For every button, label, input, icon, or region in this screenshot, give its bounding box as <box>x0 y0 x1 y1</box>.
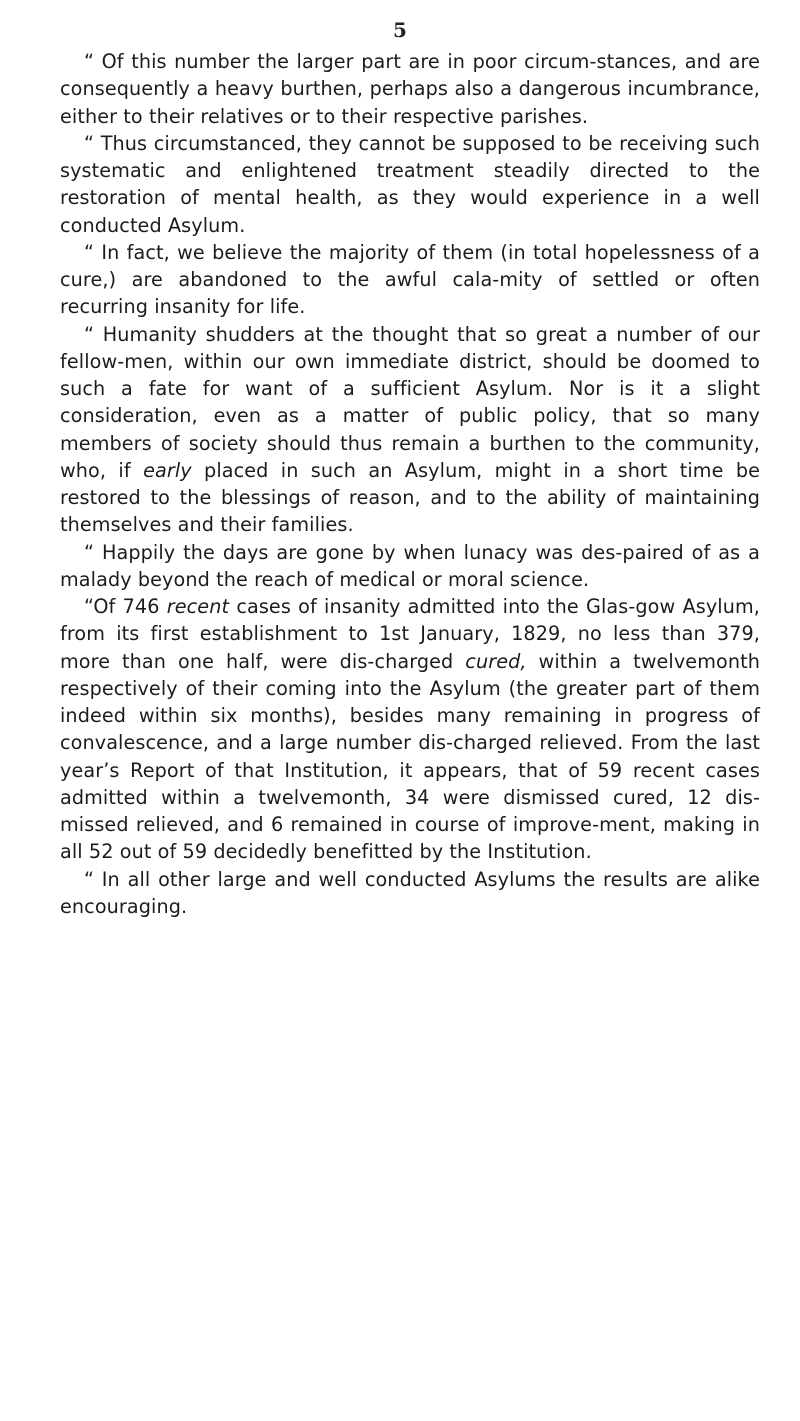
paragraph-2: “ Thus circumstanced, they cannot be supposed to be receiving such systematic and enlightened treatment steadily directed to the restoration of mental health, as they would experience in a well conducted Asylum. <box>60 131 760 237</box>
body-text <box>60 48 760 920</box>
italic-recent: recent <box>166 595 230 618</box>
italic-cured: cured, <box>465 649 527 673</box>
paragraph-6 <box>60 593 760 866</box>
paragraph-4-part-a: “ Humanity shudders at the thought that so great a number of our fellow-men, within our own immediate district, should be doomed to such a fate for want of a sufficient Asylum. Nor is it a slight consideration, even as a matter of public policy, that so many members of society should thus remain a burthen to the community, who, if <box>60 322 760 482</box>
paragraph-6-part-a: “Of 746 <box>84 595 167 618</box>
paragraph-4-part-b: placed in such an Asylum, might in a short time be restored to the blessings of reason, and to the ability of maintaining themselves and their families. <box>60 458 761 537</box>
paragraph-4 <box>60 321 760 539</box>
paragraph-1: “ Of this number the larger part are in poor circum-stances, and are consequently a heavy burthen, perhaps also a dangerous incumbrance, either to their relatives or to their respective parishes. <box>60 50 760 128</box>
paragraph-6-part-b: cases of insanity admitted into the Glas-gow Asylum, from its first establishment to 1st January, 1829, no less than 379, more than one half, were dis-charged <box>60 595 760 673</box>
paragraph-7: “ In all other large and well conducted Asylums the results are alike encouraging. <box>60 867 760 918</box>
italic-early: early <box>143 458 192 482</box>
paragraph-6-part-c: within a twelvemonth respectively of their coming into the Asylum (the greater part of them indeed within six months), besides many remaining in progress of convalescence, and a large number dis-charged relieved. From the last year’s Report of that Institution, it appears, that of 59 recent cases admitted within a twelvemonth, 34 were dismissed cured, 12 dis-missed relieved, and 6 remained in course of improve-ment, making in all 52 out of 59 decidedly benefitted by the Institution. <box>60 649 760 864</box>
page-number: 5 <box>393 18 407 42</box>
paragraph-5: “ Happily the days are gone by when lunacy was des-paired of as a malady beyond the reach of medical or moral science. <box>60 540 760 591</box>
paragraph-3: “ In fact, we believe the majority of them (in total hopelessness of a cure,) are abandoned to the awful cala-mity of settled or often recurring insanity for life. <box>60 240 760 319</box>
